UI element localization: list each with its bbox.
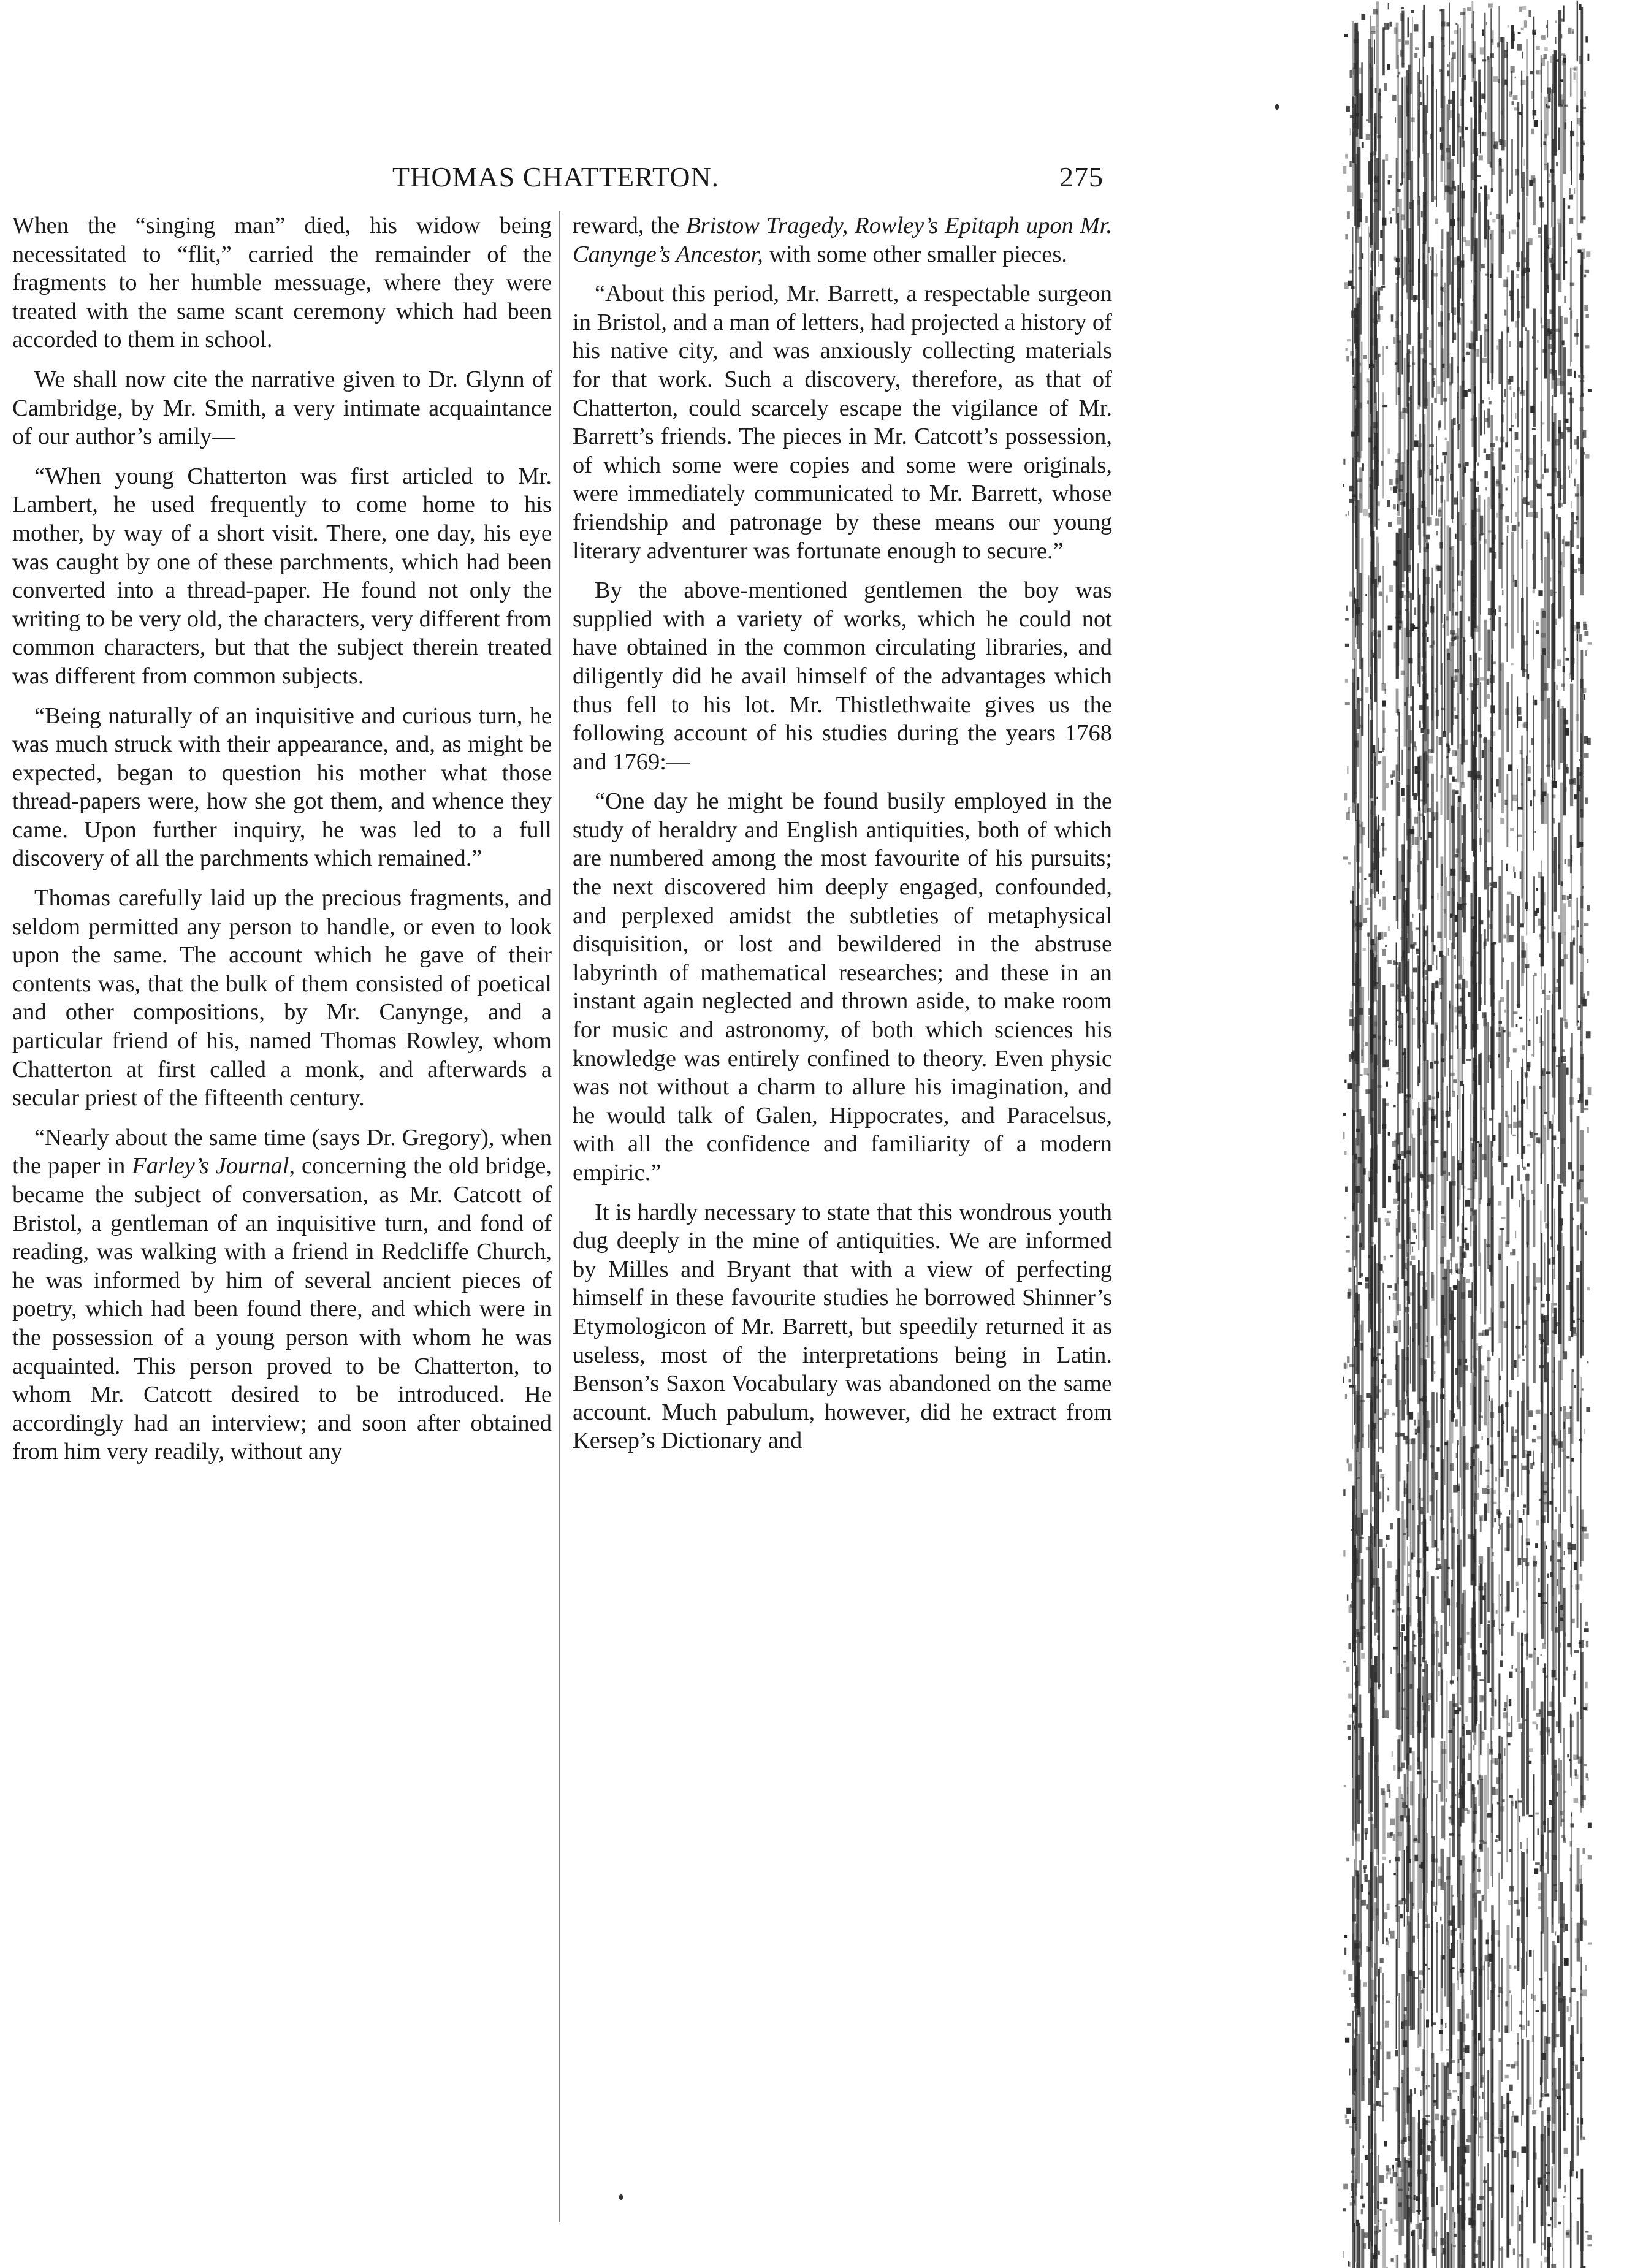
paragraph: “Being naturally of an inquisitive and curious turn, he was much struck with their appearance, and, as might be expected, began to question his mother what those thread-papers were, how she got them, and whence they came. Upon further inquiry, he was led to a full discovery of all the parchments which remained.” xyxy=(12,702,552,872)
column-divider xyxy=(559,211,560,2222)
text-run: with some other smaller pieces. xyxy=(763,241,1067,267)
paragraph xyxy=(573,211,1112,268)
paragraph: It is hardly necessary to state that this wondrous youth dug deeply in the mine of antiquities. We are informed by Milles and Bryant that with a view of perfecting himself in these favourite studies he borrowed Shinner’s Etymologicon of Mr. Barrett, but speedily returned it as useless, most of the interpretations being in Latin. Benson’s Saxon Vocabulary was abandoned on the same account. Much pabulum, however, did he extract from Kersep’s Dictionary and xyxy=(573,1199,1112,1454)
page-number: 275 xyxy=(1059,161,1104,192)
text-run: “Nearly about the same time (says Dr. Gregory), when the paper in xyxy=(12,1124,552,1179)
paragraph xyxy=(12,1124,552,1466)
paragraph: “One day he might be found busily employed in the study of heraldry and English antiquities, both of which are numbered among the most favourite of his pursuits; the next discovered him deeply engaged, confounded, and perplexed amidst the subtleties of metaphysical disquisition, or lost and bewildered in the abstruse labyrinth of mathematical researches; and these in an instant again neglected and thrown aside, to make room for music and astronomy, of both which sciences his knowledge was entirely confined to theory. Even physic was not without a charm to allure his imagination, and he would talk of Galen, Hippocrates, and Paracelsus, with all the confidence and familiarity of a modern empiric.” xyxy=(573,788,1112,1185)
ink-speck xyxy=(1275,104,1279,110)
text-run: , concerning the old bridge, became the subject of conversation, as Mr. Catcott of Bristol, a gentleman of an inquisitive turn, and fond of reading, was walking with a friend in Redcliffe Church, he was informed by him of several ancient pieces of poetry, which had been found there, and which were in the possession of a young person with whom he was acquainted. This person proved to be Chatterton, to whom Mr. Catcott desired to be introduced. He accordingly had an interview; and soon after obtained from him very readily, without any xyxy=(12,1153,552,1465)
italic-title: Farley’s Journal xyxy=(132,1153,289,1179)
binding-bleed-through xyxy=(1336,0,1594,2268)
left-column xyxy=(12,211,552,2234)
right-column xyxy=(573,211,1112,2234)
paragraph: We shall now cite the narrative given to Dr. Glynn of Cambridge, by Mr. Smith, a very intimate acquaintance of our author’s amily— xyxy=(12,366,552,450)
paragraph: “About this period, Mr. Barrett, a respectable surgeon in Bristol, and a man of letters, had projected a history of his native city, and was anxiously collecting materials for that work. Such a discovery, therefore, as that of Chatterton, could scarcely escape the vigilance of Mr. Barrett’s friends. The pieces in Mr. Catcott’s possession, of which some were copies and some were originals, were immediately communicated to Mr. Barrett, whose friendship and patronage by these means our young literary adventurer was fortunate enough to secure.” xyxy=(573,281,1112,564)
italic-title: Bristow Tragedy, Rowley’s Epitaph upon Mr. Canynge’s Ancestor, xyxy=(573,213,1112,267)
text-run: reward, the xyxy=(573,213,687,238)
paragraph: “When young Chatterton was first articled to Mr. Lambert, he used frequently to come home to his mother, by way of a short visit. There, one day, his eye was caught by one of these parchments, which had been converted into a thread-paper. He found not only the writing to be very old, the characters, very different from common characters, but that the subject therein treated was different from common subjects. xyxy=(12,463,552,689)
paragraph: When the “singing man” died, his widow being necessitated to “flit,” carried the remainder of the fragments to her humble messuage, where they were treated with the same scant ceremony which had been accorded to them in school. xyxy=(12,213,552,353)
ink-speck xyxy=(619,2194,623,2200)
paragraph: By the above-mentioned gentlemen the boy was supplied with a variety of works, which he could not have obtained in the common circulating libraries, and diligently did he avail himself of the advantages which thus fell to his lot. Mr. Thistlethwaite gives us the following account of his studies during the years 1768 and 1769:— xyxy=(573,577,1112,775)
binding-noise xyxy=(1336,0,1594,2268)
page-title: THOMAS CHATTERTON. xyxy=(392,161,720,192)
paragraph: Thomas carefully laid up the precious fragments, and seldom permitted any person to handle, or even to look upon the same. The account which he gave of their contents was, that the bulk of them consisted of poetical and other compositions, by Mr. Canynge, and a particular friend of his, named Thomas Rowley, whom Chatterton at first called a monk, and afterwards a secular priest of the fifteenth century. xyxy=(12,885,552,1111)
